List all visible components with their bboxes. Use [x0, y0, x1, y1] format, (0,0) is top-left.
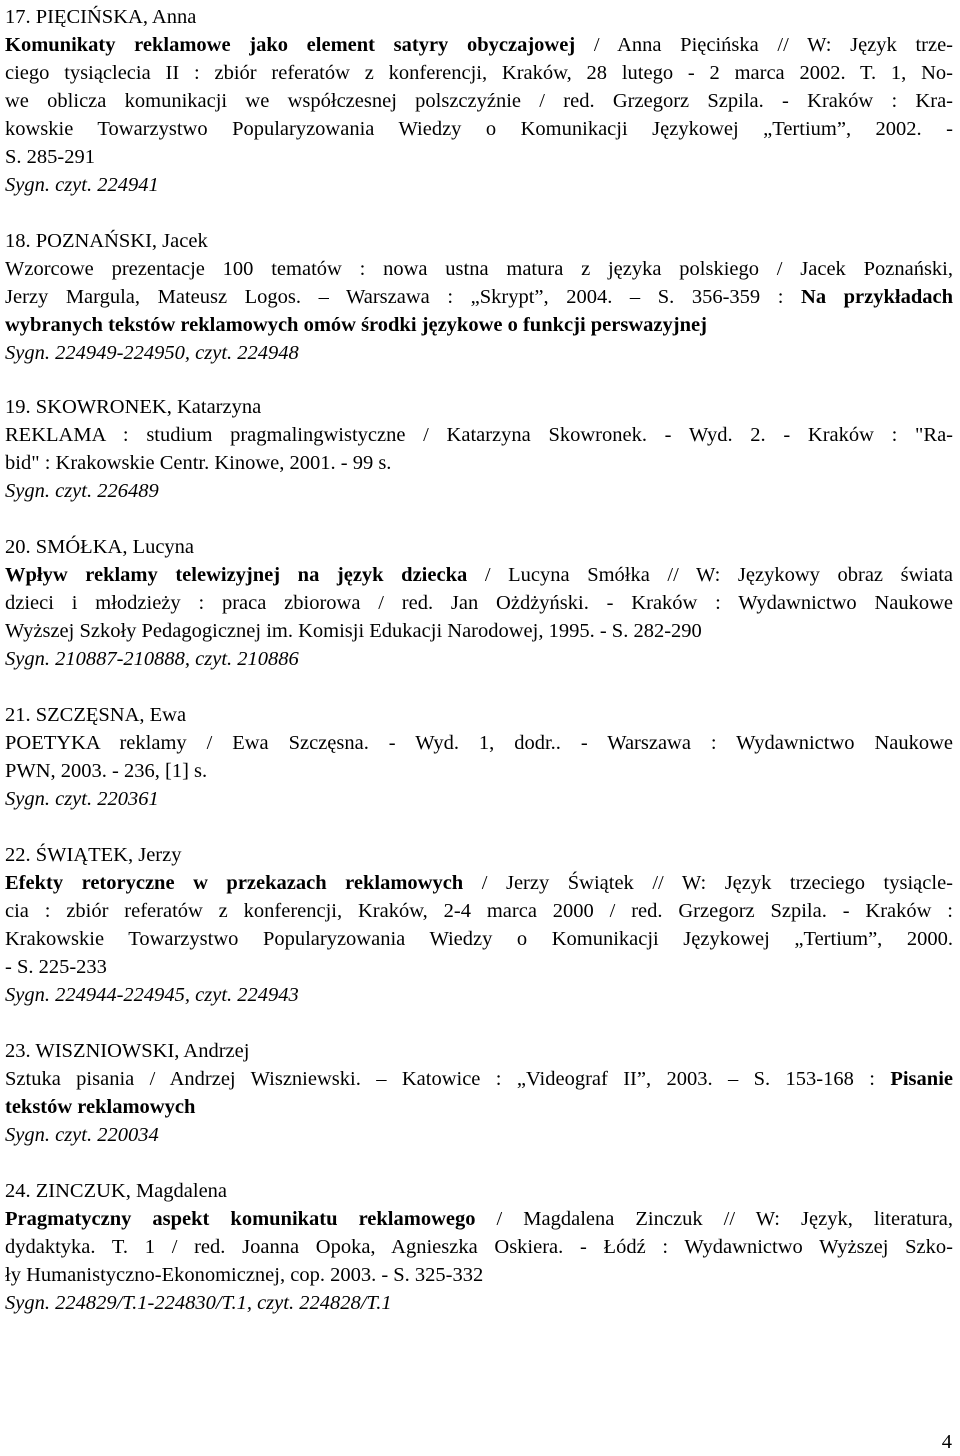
entry-title-bold: wybranych tekstów reklamowych omów środki językowe o funkcji perswazyjnej	[5, 314, 707, 336]
entry-text: Jerzy Margula, Mateusz Logos. – Warszawa : „Skrypt”, 2004. – S. 356-359 :	[5, 286, 802, 308]
entry-text-line	[5, 869, 953, 897]
entry-heading: 17. PIĘCIŃSKA, Anna	[5, 6, 197, 28]
entry-text-line	[5, 589, 953, 617]
entry-title-bold: Komunikaty reklamowe jako element satyry obyczajowej	[5, 34, 576, 56]
entry-text-line	[5, 449, 953, 477]
entry-text: we oblicza komunikacji we współczesnej polszczyźnie / red. Grzegorz Szpila. - Kraków : Kra-	[5, 90, 953, 112]
entry-heading: 18. POZNAŃSKI, Jacek	[5, 230, 208, 252]
entry-text-line	[5, 757, 953, 785]
bibliography-entry	[5, 841, 953, 1009]
entry-text-line	[5, 421, 953, 449]
bibliography-entry	[5, 1037, 953, 1149]
entry-text: PWN, 2003. - 236, [1] s.	[5, 760, 208, 782]
entry-text: kowskie Towarzystwo Popularyzowania Wiedzy o Komunikacji Językowej „Tertium”, 2002. -	[5, 118, 953, 140]
entry-text-line	[5, 87, 953, 115]
entry-text: REKLAMA : studium pragmalingwistyczne / Katarzyna Skowronek. - Wyd. 2. - Kraków : "Ra-	[5, 424, 953, 446]
entry-call-number: Sygn. czyt. 226489	[5, 480, 159, 502]
entry-text: Wyższej Szkoły Pedagogicznej im. Komisji Edukacji Narodowej, 1995. - S. 282-290	[5, 620, 702, 642]
entry-call-number: Sygn. 210887-210888, czyt. 210886	[5, 648, 299, 670]
entry-text-line	[5, 1205, 953, 1233]
entry-title-bold: Wpływ reklamy telewizyjnej na język dziecka	[5, 564, 468, 586]
entry-text: cia : zbiór referatów z konferencji, Kraków, 2-4 marca 2000 / red. Grzegorz Szpila. - Kraków :	[5, 900, 953, 922]
bibliography-entry	[5, 1177, 953, 1317]
entry-text: dzieci i młodzieży : praca zbiorowa / red. Jan Ożdżyński. - Kraków : Wydawnictwo Naukowe	[5, 592, 953, 614]
entry-text-line	[5, 1065, 953, 1093]
entry-text-line	[5, 561, 953, 589]
entry-text: bid" : Krakowskie Centr. Kinowe, 2001. - 99 s.	[5, 452, 392, 474]
entry-heading: 20. SMÓŁKA, Lucyna	[5, 536, 195, 558]
bibliography-entry	[5, 393, 953, 505]
entry-text: Krakowskie Towarzystwo Popularyzowania Wiedzy o Komunikacji Językowej „Tertium”, 2000.	[5, 928, 953, 950]
entry-heading: 24. ZINCZUK, Magdalena	[5, 1180, 228, 1202]
entry-title-bold: tekstów reklamowych	[5, 1096, 196, 1118]
entry-text-line	[5, 953, 953, 981]
entry-heading: 19. SKOWRONEK, Katarzyna	[5, 396, 262, 418]
entry-text-line	[5, 925, 953, 953]
entry-text: / Anna Pięcińska // W: Język trze-	[575, 34, 953, 56]
entry-text-line	[5, 283, 953, 311]
entry-title-bold: Na przykładach	[801, 286, 953, 308]
entry-text-line	[5, 311, 953, 339]
entry-text-line	[5, 31, 953, 59]
bibliography-entry	[5, 533, 953, 673]
entry-call-number: Sygn. czyt. 220361	[5, 788, 159, 810]
entry-text: POETYKA reklamy / Ewa Szczęsna. - Wyd. 1, dodr.. - Warszawa : Wydawnictwo Naukowe	[5, 732, 953, 754]
entry-title-bold: Pragmatyczny aspekt komunikatu reklamowego	[5, 1208, 476, 1230]
entry-call-number: Sygn. 224944-224945, czyt. 224943	[5, 984, 299, 1006]
entry-text: Sztuka pisania / Andrzej Wiszniewski. – Katowice : „Videograf II”, 2003. – S. 153-168 :	[5, 1068, 891, 1090]
entry-heading: 21. SZCZĘSNA, Ewa	[5, 704, 187, 726]
entry-heading: 23. WISZNIOWSKI, Andrzej	[5, 1040, 250, 1062]
entry-call-number: Sygn. czyt. 220034	[5, 1124, 159, 1146]
entry-text: S. 285-291	[5, 146, 95, 168]
entry-text: / Lucyna Smółka // W: Językowy obraz świata	[467, 564, 953, 586]
page-number: 4	[941, 1431, 952, 1453]
entry-text-line	[5, 143, 953, 171]
entry-title-bold: Pisanie	[890, 1068, 953, 1090]
entry-text-line	[5, 729, 953, 757]
entry-heading: 22. ŚWIĄTEK, Jerzy	[5, 844, 182, 866]
entry-text-line	[5, 255, 953, 283]
entry-call-number: Sygn. 224829/T.1-224830/T.1, czyt. 224828/T.1	[5, 1292, 392, 1314]
entry-text: - S. 225-233	[5, 956, 107, 978]
bibliography-entry	[5, 701, 953, 813]
entry-text: dydaktyka. T. 1 / red. Joanna Opoka, Agnieszka Oskiera. - Łódź : Wydawnictwo Wyższej Szko-	[5, 1236, 953, 1258]
entry-text: / Magdalena Zinczuk // W: Język, literatura,	[475, 1208, 953, 1230]
entry-text-line	[5, 115, 953, 143]
entry-text-line	[5, 1261, 953, 1289]
entry-text: ciego tysiąclecia II : zbiór referatów z konferencji, Kraków, 28 lutego - 2 marca 2002. T. 1, No-	[5, 62, 953, 84]
bibliography-entry	[5, 227, 953, 367]
entry-text-line	[5, 1093, 953, 1121]
entry-text: / Jerzy Świątek // W: Język trzeciego tysiącle-	[463, 872, 953, 894]
entry-call-number: Sygn. czyt. 224941	[5, 174, 159, 196]
entry-text: ły Humanistyczno-Ekonomicznej, cop. 2003. - S. 325-332	[5, 1264, 484, 1286]
entry-call-number: Sygn. 224949-224950, czyt. 224948	[5, 342, 299, 364]
entry-text-line	[5, 1233, 953, 1261]
bibliography-entry	[5, 3, 953, 199]
entry-text: Wzorcowe prezentacje 100 tematów : nowa ustna matura z języka polskiego / Jacek Poznański,	[5, 258, 953, 280]
entry-text-line	[5, 897, 953, 925]
entry-text-line	[5, 59, 953, 87]
entry-title-bold: Efekty retoryczne w przekazach reklamowych	[5, 872, 464, 894]
entry-text-line	[5, 617, 953, 645]
